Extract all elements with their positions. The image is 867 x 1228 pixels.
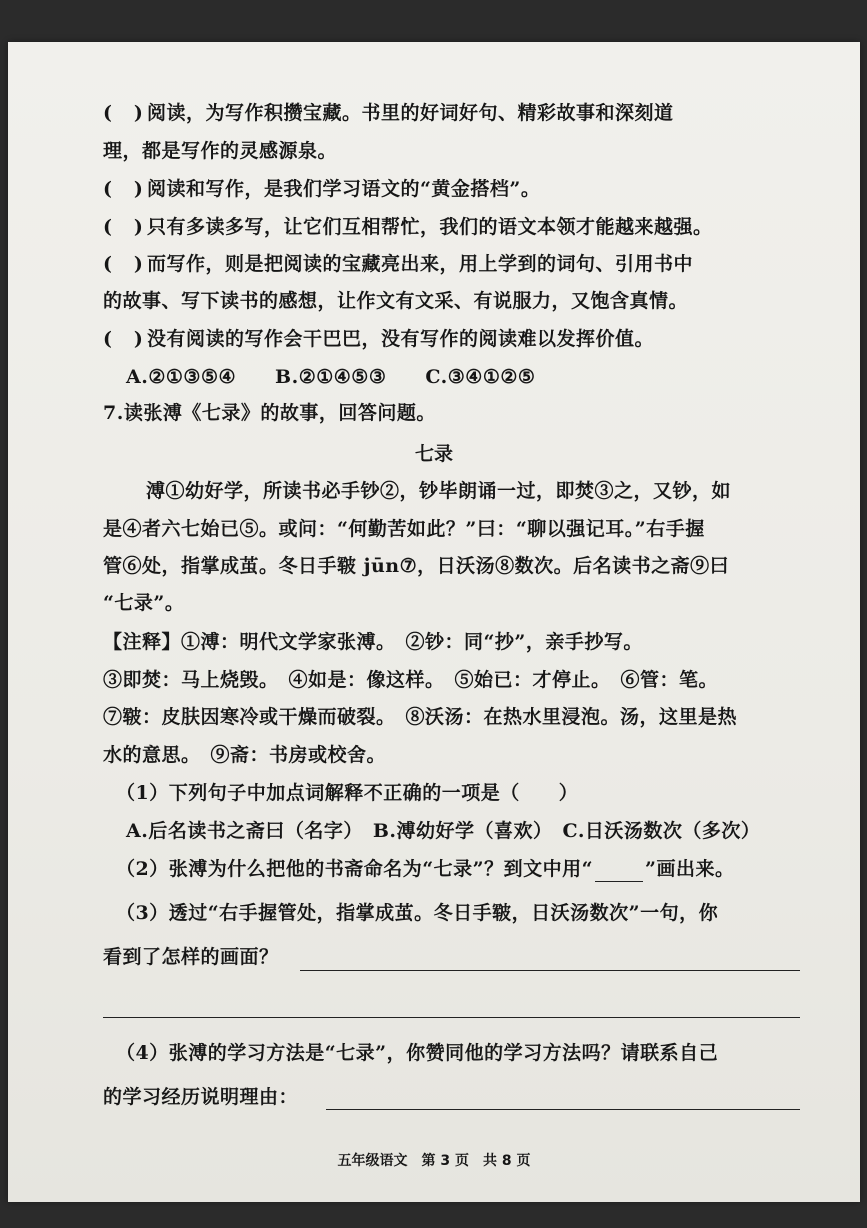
- passage-line: 管⑥处，指掌成茧。冬日手皲 jūn⑦，日沃汤⑧数次。后名读书之斋⑨曰: [103, 555, 730, 577]
- passage-line: 是④者六七始已⑤。或问：“何勤苦如此？”曰：“聊以强记耳。”右手握: [103, 518, 705, 540]
- question-7-2: （2）张溥为什么把他的书斋命名为“七录”？到文中用“ ”画出来。: [116, 858, 735, 880]
- ordering-item-2: ( ) 阅读和写作，是我们学习语文的“黄金搭档”。: [103, 178, 541, 200]
- question-7-1-options[interactable]: A.后名读书之斋曰（名字） B.溥幼好学（喜欢） C.日沃汤数次（多次）: [126, 820, 761, 842]
- answer-paren[interactable]: ( ): [103, 102, 144, 124]
- page-footer: 五年级语文 第 3 页 共 8 页: [337, 1153, 531, 1169]
- question-7-title: 7.读张溥《七录》的故事，回答问题。: [103, 402, 436, 424]
- question-7-4: （4）张溥的学习方法是“七录”，你赞同他的学习方法吗？请联系自己: [116, 1042, 719, 1064]
- question-7-1: （1）下列句子中加点词解释不正确的一项是（ ）: [116, 782, 579, 804]
- ordering-item-5: ( ) 没有阅读的写作会干巴巴，没有写作的阅读难以发挥价值。: [103, 328, 655, 350]
- answer-line[interactable]: [326, 1109, 800, 1110]
- answer-paren[interactable]: ( ): [103, 216, 144, 238]
- notes-line: 【注释】①溥：明代文学家张溥。 ②钞：同“抄”，亲手抄写。: [103, 631, 643, 653]
- question-6-options[interactable]: A.②①③⑤④ B.②①④⑤③ C.③④①②⑤: [126, 366, 536, 388]
- answer-line[interactable]: [103, 1017, 800, 1018]
- ordering-item-3: ( ) 只有多读多写，让它们互相帮忙，我们的语文本领才能越来越强。: [103, 216, 713, 238]
- ordering-item-4-cont: 的故事、写下读书的感想，让作文有文采、有说服力，又饱含真情。: [103, 290, 689, 312]
- question-7-4-cont: 的学习经历说明理由：: [103, 1086, 299, 1108]
- question-7-3: （3）透过“右手握管处，指掌成茧。冬日手皲，日沃汤数次”一句，你: [116, 902, 719, 924]
- notes-line: 水的意思。 ⑨斋：书房或校舍。: [103, 744, 387, 766]
- notes-line: ⑦皲：皮肤因寒冷或干燥而破裂。 ⑧沃汤：在热水里浸泡。汤，这里是热: [103, 706, 738, 728]
- answer-paren[interactable]: ( ): [103, 328, 144, 350]
- ordering-item-4: ( ) 而写作，则是把阅读的宝藏亮出来，用上学到的词句、引用书中: [103, 253, 694, 275]
- passage-line: 溥①幼好学，所读书必手钞②，钞毕朗诵一过，即焚③之，又钞，如: [146, 480, 732, 502]
- question-7-3-cont: 看到了怎样的画面？: [103, 946, 279, 968]
- ordering-item-1: ( ) 阅读，为写作积攒宝藏。书里的好词好句、精彩故事和深刻道: [103, 102, 674, 124]
- ordering-item-1-cont: 理，都是写作的灵感源泉。: [103, 140, 338, 162]
- exam-page: [8, 42, 860, 1202]
- answer-paren[interactable]: ( ): [103, 178, 144, 200]
- answer-line[interactable]: [300, 970, 800, 971]
- answer-blank[interactable]: [595, 863, 643, 882]
- notes-line: ③即焚：马上烧毁。 ④如是：像这样。 ⑤始已：才停止。 ⑥管：笔。: [103, 669, 719, 691]
- answer-paren[interactable]: ( ): [103, 253, 144, 275]
- passage-line: “七录”。: [103, 592, 185, 614]
- passage-title: 七录: [414, 443, 453, 465]
